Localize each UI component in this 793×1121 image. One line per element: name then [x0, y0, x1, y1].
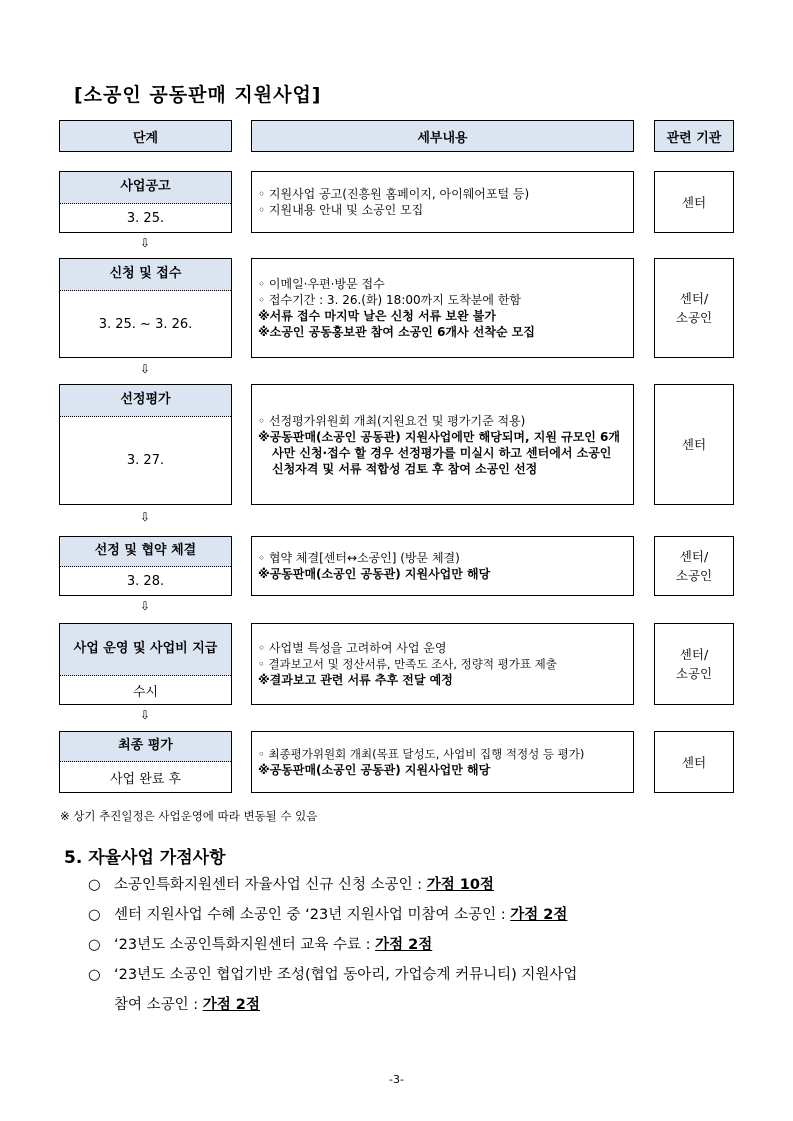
detail-note: ※공동판매(소공인 공동관) 지원사업만 해당 [258, 763, 491, 777]
stage-box [59, 536, 232, 596]
stage-name: 선정 및 협약 체결 [60, 537, 231, 567]
down-arrow-icon: ⇩ [139, 708, 151, 722]
stage-name: 신청 및 접수 [60, 259, 231, 291]
bonus-points: 가점 2점 [202, 997, 260, 1013]
detail-note: ※공동판매(소공인 공동관) 지원사업에만 해당되며, 지원 규모인 6개사만 신청·접수 할 경우 선정평가를 미실시 하고 센터에서 소공인 신청자격 및 서류 적합성 검토 후 참여 소공인 선정 [258, 429, 621, 476]
stage-box [59, 258, 232, 358]
stage-date: 수시 [60, 676, 231, 704]
detail-line: ◦ 협약 체결[센터↔소공인] (방문 체결) [258, 551, 460, 565]
stage-box [59, 171, 232, 233]
detail-line: ◦ 지원내용 안내 및 소공인 모집 [258, 203, 424, 217]
page-title: [소공인 공동판매 지원사업] [74, 84, 322, 106]
bullet-marker: ○ [88, 937, 101, 953]
detail-note: ※소공인 공동홍보관 참여 소공인 6개사 선착순 모집 [258, 325, 535, 339]
detail-box [251, 258, 634, 358]
stage-date: 사업 완료 후 [60, 762, 231, 792]
org-box: 센터 [654, 731, 734, 793]
down-arrow-icon: ⇩ [139, 236, 151, 250]
down-arrow-icon: ⇩ [139, 599, 151, 613]
detail-line: ◦ 지원사업 공고(진흥원 홈페이지, 아이웨어포털 등) [258, 187, 530, 201]
section-title: 5. 자율사업 가점사항 [64, 848, 226, 868]
detail-line: ◦ 접수기간 : 3. 26.(화) 18:00까지 도착분에 한함 [258, 293, 521, 307]
detail-box [251, 623, 634, 705]
detail-line: ◦ 이메일·우편·방문 접수 [258, 277, 385, 291]
bullet-text: 참여 소공인 : [114, 997, 203, 1013]
detail-note: ※공동판매(소공인 공동관) 지원사업만 해당 [258, 567, 491, 581]
detail-line: ◦ 최종평가위원회 개최(목표 달성도, 사업비 집행 적정성 등 평가) [258, 747, 585, 761]
bullet-text: ‘23년도 소공인 협업기반 조성(협업 동아리, 가업승계 커뮤니티) 지원사업 [114, 967, 578, 983]
bullet-item [88, 930, 432, 960]
stage-date: 3. 27. [60, 417, 231, 504]
bullet-text: 센터 지원사업 수혜 소공인 중 ‘23년 지원사업 미참여 소공인 : [114, 907, 511, 923]
header-stage: 단계 [59, 120, 232, 152]
detail-box [251, 384, 634, 505]
bullet-text: 소공인특화지원센터 자율사업 신규 신청 소공인 : [114, 877, 427, 893]
bonus-points: 가점 10점 [426, 877, 494, 893]
stage-box [59, 731, 232, 793]
bullet-item [88, 960, 577, 990]
detail-note: ※결과보고 관련 서류 추후 전달 예정 [258, 673, 453, 687]
bonus-points: 가점 2점 [375, 937, 433, 953]
org-box: 센터 [654, 171, 734, 233]
stage-box [59, 623, 232, 705]
page-number: -3- [389, 1073, 404, 1086]
stage-box [59, 384, 232, 505]
org-box: 센터/ 소공인 [654, 536, 734, 596]
stage-date: 3. 28. [60, 567, 231, 595]
stage-date: 3. 25. [60, 204, 231, 232]
bullet-item [88, 870, 494, 900]
detail-note: ※서류 접수 마지막 날은 신청 서류 보완 불가 [258, 309, 496, 323]
detail-box [251, 536, 634, 596]
header-detail: 세부내용 [251, 120, 634, 152]
down-arrow-icon: ⇩ [139, 362, 151, 376]
bullet-marker: ○ [88, 907, 101, 923]
stage-name: 사업공고 [60, 172, 231, 204]
bullet-marker: ○ [88, 877, 101, 893]
org-box: 센터/ 소공인 [654, 258, 734, 358]
stage-name: 최종 평가 [60, 732, 231, 762]
down-arrow-icon: ⇩ [139, 510, 151, 524]
bullet-text: ‘23년도 소공인특화지원센터 교육 수료 : [114, 937, 376, 953]
org-box: 센터 [654, 384, 734, 505]
bullet-item-continued [114, 990, 260, 1020]
org-box: 센터/ 소공인 [654, 623, 734, 705]
bullet-marker: ○ [88, 967, 101, 983]
stage-date: 3. 25. ~ 3. 26. [60, 291, 231, 357]
detail-line: ◦ 사업별 특성을 고려하여 사업 운영 [258, 641, 447, 655]
detail-line: ◦ 선정평가위원회 개최(지원요건 및 평가기준 적용) [258, 413, 526, 428]
bullet-item [88, 900, 567, 930]
detail-box [251, 731, 634, 793]
detail-line: ◦ 결과보고서 및 정산서류, 만족도 조사, 정량적 평가표 제출 [258, 657, 557, 671]
schedule-note: ※ 상기 추진일정은 사업운영에 따라 변동될 수 있음 [60, 809, 318, 823]
bonus-points: 가점 2점 [510, 907, 568, 923]
header-org: 관련 기관 [654, 120, 734, 152]
detail-box [251, 171, 634, 233]
stage-name: 사업 운영 및 사업비 지급 [60, 624, 231, 676]
stage-name: 선정평가 [60, 385, 231, 417]
